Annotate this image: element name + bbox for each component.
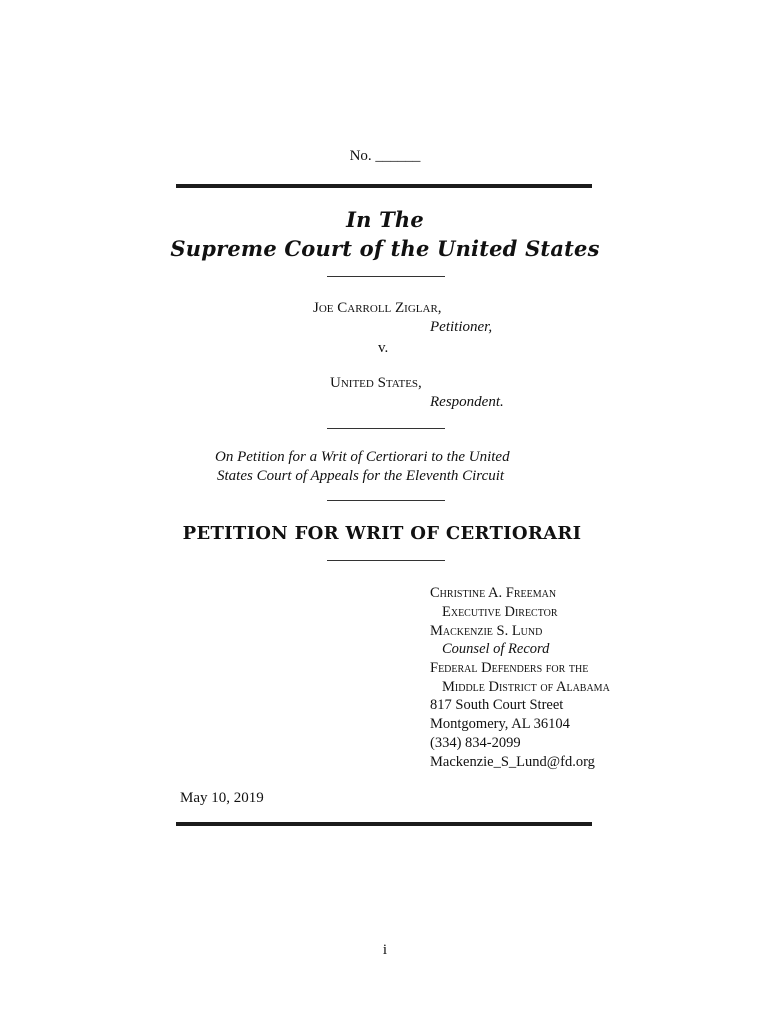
counsel-email: Mackenzie_S_Lund@fd.org xyxy=(430,754,595,770)
versus: v. xyxy=(378,340,389,356)
top-thick-rule xyxy=(176,184,592,188)
page-number: i xyxy=(382,942,388,958)
counsel-org-1: Federal Defenders for the xyxy=(430,660,589,676)
bottom-thick-rule xyxy=(176,822,592,826)
docket-number: No. ______ xyxy=(349,148,421,164)
respondent-name: United States, xyxy=(330,375,422,391)
counsel-phone: (334) 834-2099 xyxy=(430,735,521,751)
petitioner-role: Petitioner, xyxy=(430,319,493,335)
divider-1 xyxy=(327,276,445,277)
counsel-title-1: Executive Director xyxy=(442,604,558,620)
counsel-org-2: Middle District of Alabama xyxy=(442,679,610,695)
counsel-street: 817 South Court Street xyxy=(430,697,564,713)
counsel-city: Montgomery, AL 36104 xyxy=(430,716,570,732)
petition-on-line2: States Court of Appeals for the Eleventh Circuit xyxy=(217,468,505,484)
counsel-name-2: Mackenzie S. Lund xyxy=(430,623,543,639)
divider-2 xyxy=(327,428,445,429)
petition-title: PETITION FOR WRIT OF CERTIORARI xyxy=(182,523,582,544)
petitioner-name: Joe Carroll Ziglar, xyxy=(313,300,442,316)
filing-date: May 10, 2019 xyxy=(180,790,264,806)
counsel-title-2: Counsel of Record xyxy=(442,641,550,657)
court-heading-line2: Supreme Court of the United States xyxy=(170,236,600,261)
court-heading-line1: In The xyxy=(346,207,424,232)
petition-on-line1: On Petition for a Writ of Certiorari to the United xyxy=(215,449,510,465)
respondent-role: Respondent. xyxy=(430,394,504,410)
divider-4 xyxy=(327,560,445,561)
divider-3 xyxy=(327,500,445,501)
counsel-name-1: Christine A. Freeman xyxy=(430,585,557,601)
